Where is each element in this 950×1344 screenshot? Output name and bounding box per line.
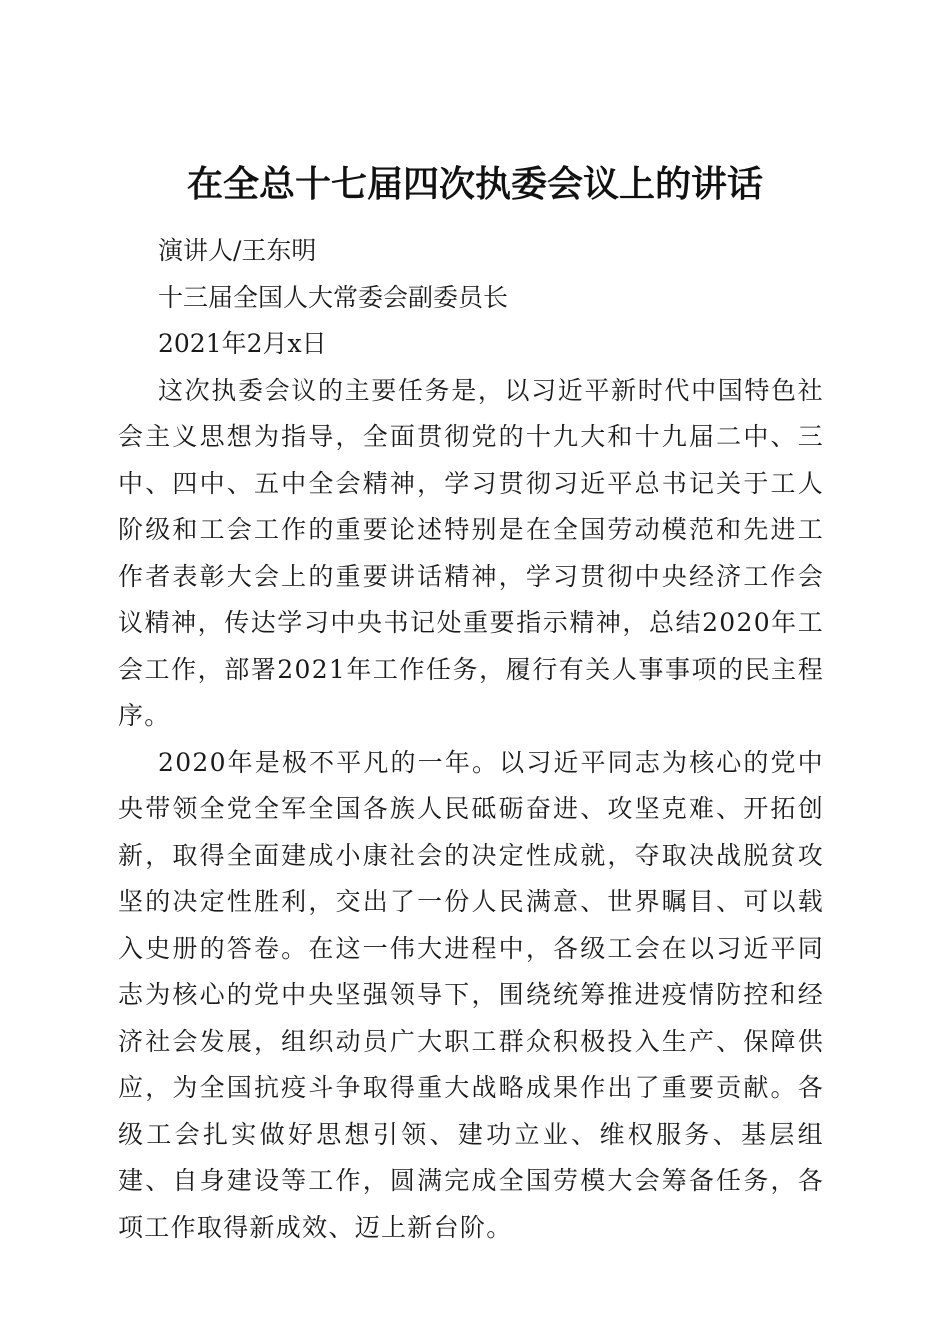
speaker-position: 十三届全国人大常委会副委员长 bbox=[158, 282, 509, 312]
paragraph-1: 这次执委会议的主要任务是，以习近平新时代中国特色社会主义思想为指导，全面贯彻党的十九大和十九届二中、三中、四中、五中全会精神，学习贯彻习近平总书记关于工人阶级和工会工作的重要论述特别是在全国劳动模范和先进工作者表彰大会上的重要讲话精神，学习贯彻中央经济工作会议精神，传达学习中央书记处重要指示精神，总结2020年工会工作，部署2021年工作任务，履行有关人事事项的民主程序。 bbox=[118, 375, 824, 730]
document-title: 在全总十七届四次执委会议上的讲话 bbox=[186, 163, 763, 206]
paragraph-2: 2020年是极不平凡的一年。以习近平同志为核心的党中央带领全党全军全国各族人民砥砺奋进、攻坚克难、开拓创新，取得全面建成小康社会的决定性成就，夺取决战脱贫攻坚的决定性胜利，交出了一份人民满意、世界瞩目、可以载入史册的答卷。在这一伟大进程中，各级工会在以习近平同志为核心的党中央坚强领导下，围绕统筹推进疫情防控和经济社会发展，组织动员广大职工群众积极投入生产、保障供应，为全国抗疫斗争取得重大战略成果作出了重要贡献。各级工会扎实做好思想引领、建功立业、维权服务、基层组建、自身建设等工作，圆满完成全国劳模大会筹备任务，各项工作取得新成效、迈上新台阶。 bbox=[118, 747, 824, 1242]
speaker-line: 演讲人/王东明 bbox=[158, 236, 317, 265]
document-body bbox=[118, 228, 824, 1251]
speech-date: 2021年2月x日 bbox=[158, 329, 327, 358]
